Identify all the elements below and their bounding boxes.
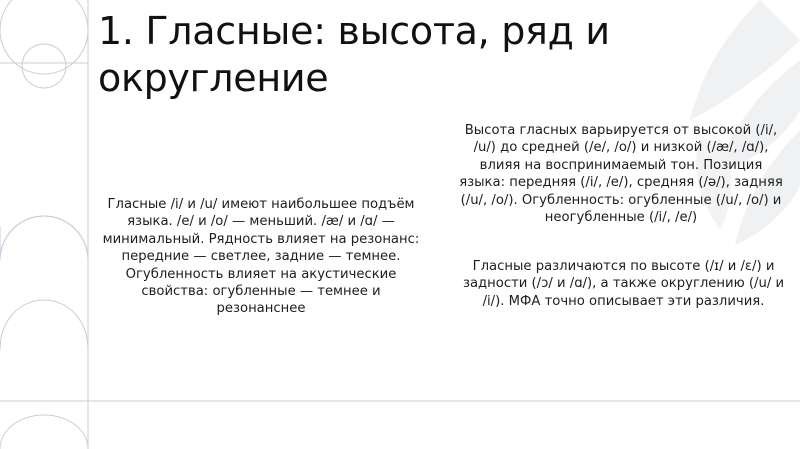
- left-text-block: Гласные /i/ и /u/ имеют наибольшее подъём языка. /e/ и /o/ — меньший. /æ/ и /ɑ/ — минимальный. Рядность влияет на резонанс: передние — светлее, задние — темнее. Огубленность влияет на акустические свойства: огубленные — темнее и резонанснее: [102, 197, 420, 317]
- right-top-text-block: Высота гласных варьируется от высокой (/i/, /u/) до средней (/e/, /o/) и низкой (/æ/, /ɑ/), влияя на воспринимаемый тон. Позиция языка: передняя (/i/, /e/), средняя (/ə/), задняя (/u/, /o/). Огубленность: огубленные (/u/, /o/) и неогубленные (/i/, /e/): [459, 123, 783, 226]
- right-bottom-text-block: Гласные различаются по высоте (/ɪ/ и /ɛ/) и задности (/ɔ/ и /ɑ/), а также округлению (/u/ и /i/). МФА точно описывает эти различия.: [462, 259, 785, 309]
- slide-title: 1. Гласные: высота, ряд и округление: [98, 9, 610, 100]
